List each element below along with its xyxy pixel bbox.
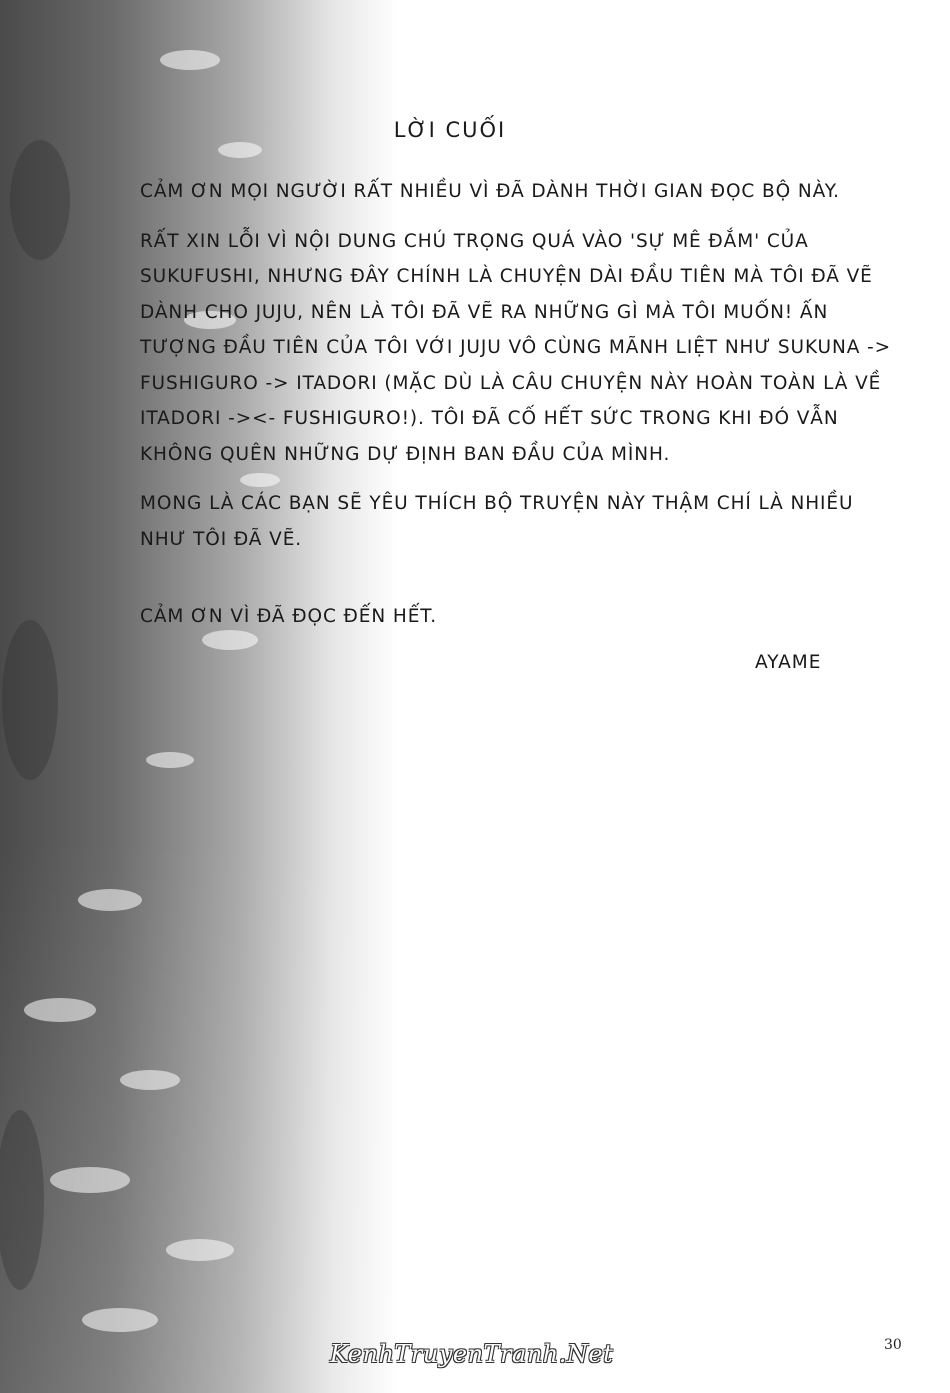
paragraph-hope: MONG LÀ CÁC BẠN SẼ YÊU THÍCH BỘ TRUYỆN NÀY THẬM CHÍ LÀ NHIỀU NHƯ TÔI ĐÃ VẼ. — [140, 493, 854, 550]
page-number: 30 — [884, 1337, 902, 1353]
site-watermark: KenhTruyenTranh.Net — [330, 1340, 614, 1368]
page-title: LỜI CUỐI — [393, 118, 507, 142]
paragraph-thanks: CẢM ƠN MỌI NGƯỜI RẤT NHIỀU VÌ ĐÃ DÀNH THỜI GIAN ĐỌC BỘ NÀY. — [140, 181, 840, 202]
paragraph-apology: RẤT XIN LỖI VÌ NỘI DUNG CHÚ TRỌNG QUÁ VÀO 'SỰ MÊ ĐẮM' CỦA SUKUFUSHI, NHƯNG ĐÂY CHÍNH LÀ CHUYỆN DÀI ĐẦU TIÊN MÀ TÔI ĐÃ VẼ DÀNH CHO JUJU, NÊN LÀ TÔI ĐÃ VẼ RA NHỮNG GÌ MÀ TÔI MUỐN! ẤN TƯỢNG ĐẦU TIÊN CỦA TÔI VỚI JUJU VÔ CÙNG MÃNH LIỆT NHƯ SUKUNA -> FUSHIGURO -> ITADORI (MẶC DÙ LÀ CÂU CHUYỆN NÀY HOÀN TOÀN LÀ VỀ ITADORI -><- FUSHIGURO!). TÔI ĐÃ CỐ HẾT SỨC TRONG KHI ĐÓ VẪN KHÔNG QUÊN NHỮNG DỰ ĐỊNH BAN ĐẦU CỦA MÌNH. — [140, 230, 892, 465]
afterword-content — [140, 118, 900, 649]
paragraph-closing: CẢM ƠN VÌ ĐÃ ĐỌC ĐẾN HẾT. — [140, 606, 438, 627]
author-signature: AYAME — [755, 652, 822, 673]
